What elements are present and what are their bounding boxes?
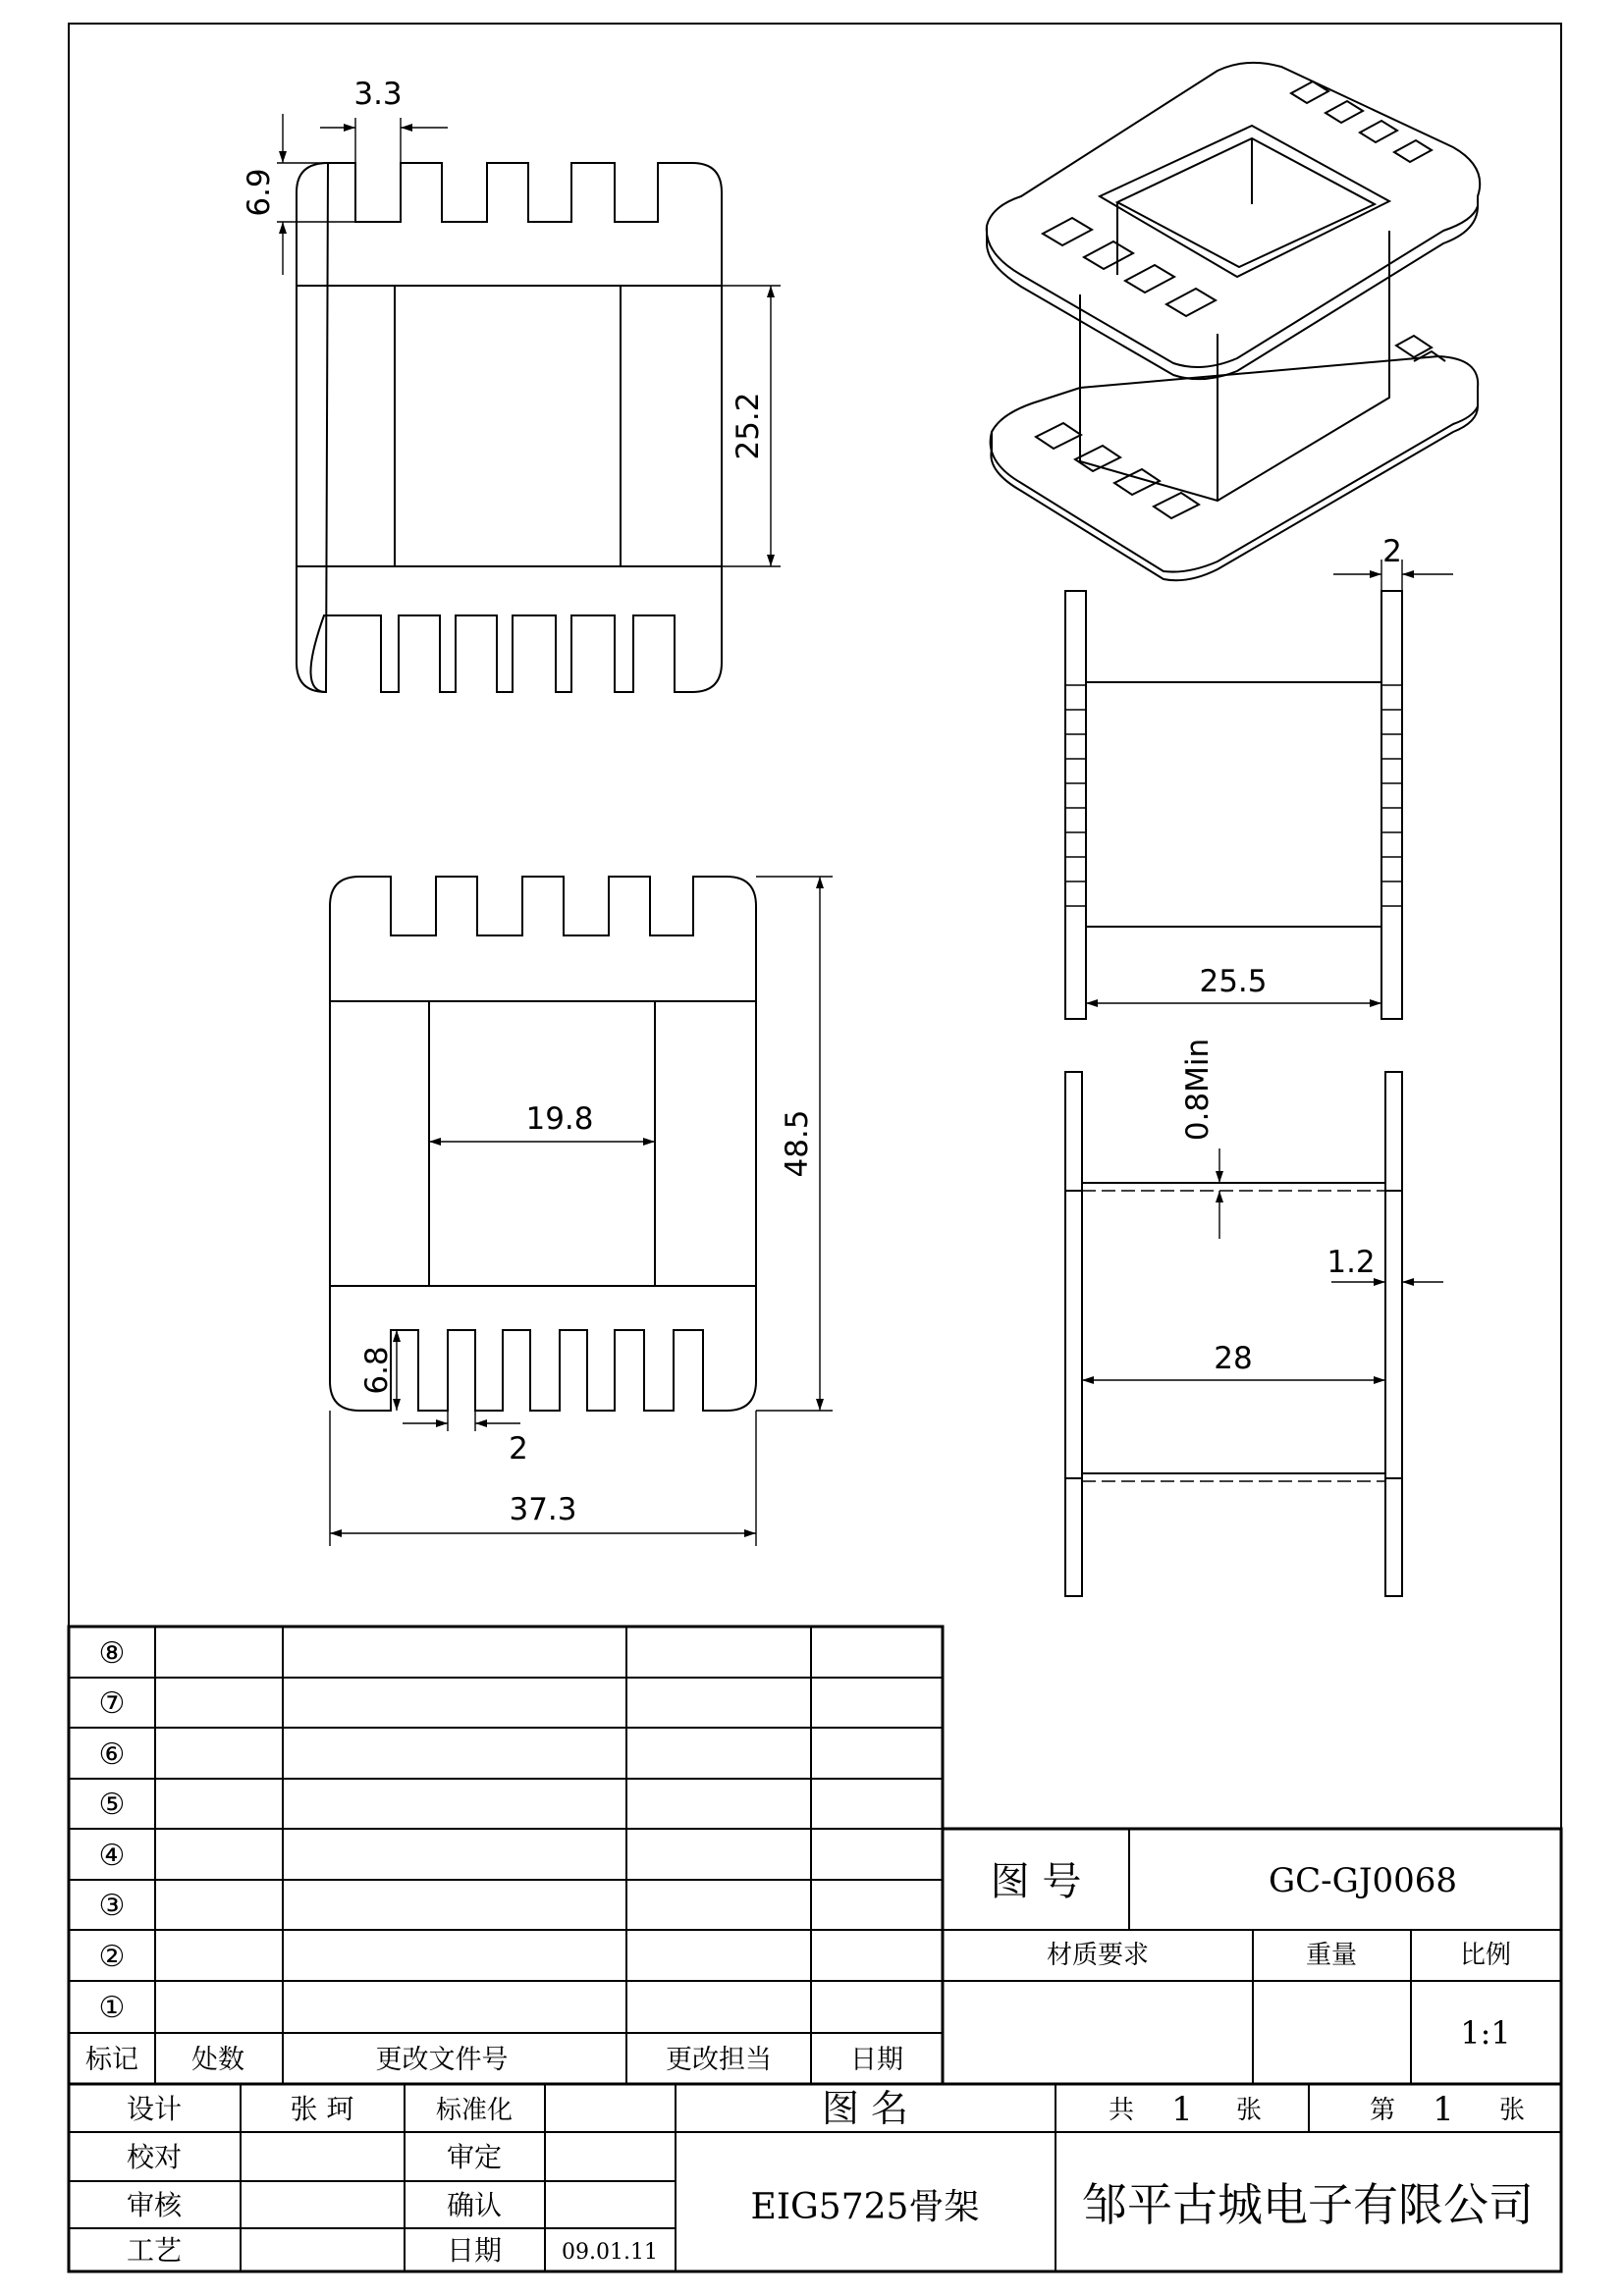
dim-pin-width: 2 (509, 1431, 528, 1467)
material-label: 材质要求 (1046, 1941, 1150, 1970)
dim-inner-length: 28 (1214, 1341, 1253, 1376)
check-label: 校对 (126, 2141, 183, 2173)
company-name: 邹平古城电子有限公司 (1082, 2178, 1534, 2231)
header-location: 处数 (191, 2045, 244, 2075)
confirm-label: 确认 (446, 2189, 503, 2221)
design-label: 设计 (126, 2093, 183, 2125)
revision-row-8: ⑧ (98, 1636, 126, 1671)
side-view (1065, 560, 1453, 1019)
dim-top-slot-width: 3.3 (353, 77, 403, 112)
designer-name: 张 珂 (290, 2093, 354, 2125)
revision-row-3: ③ (98, 1889, 126, 1923)
scale-label: 比例 (1459, 1941, 1512, 1970)
revision-row-2: ② (98, 1940, 126, 1974)
revision-row-6: ⑥ (98, 1737, 126, 1772)
dim-bottom-slot-depth: 6.8 (359, 1346, 395, 1395)
section-view (1065, 1072, 1443, 1596)
dim-overall-width: 37.3 (509, 1492, 577, 1527)
drawing-no-label: 图 号 (990, 1859, 1082, 1904)
top-view (277, 114, 781, 692)
dim-wall: 1.2 (1326, 1245, 1376, 1280)
drawing-border (69, 24, 1561, 2271)
total-suffix: 张 (1235, 2096, 1263, 2125)
revision-row-4: ④ (98, 1839, 126, 1873)
dim-window-width: 19.8 (525, 1101, 594, 1137)
craft-label: 工艺 (126, 2234, 183, 2267)
standard-label: 标准化 (435, 2096, 514, 2125)
drawing-no: GC-GJ0068 (1269, 1861, 1457, 1900)
header-date: 日期 (850, 2045, 903, 2075)
header-change-person: 更改担当 (666, 2045, 772, 2075)
sheet-count: 1 (1433, 2090, 1454, 2129)
dim-flange-thickness: 2 (1382, 534, 1402, 569)
sheet-prefix: 第 (1369, 2096, 1396, 2125)
dim-top-slot-depth: 6.9 (242, 168, 277, 217)
revision-row-7: ⑦ (98, 1686, 126, 1721)
total-prefix: 共 (1108, 2096, 1135, 2125)
total-count: 1 (1171, 2090, 1193, 2129)
dim-top-inner-height: 25.2 (731, 392, 766, 460)
scale-value: 1:1 (1460, 2014, 1511, 2052)
revision-table (69, 1627, 943, 2084)
front-view (330, 877, 833, 1546)
dim-overall-height: 48.5 (780, 1109, 815, 1178)
part-name: EIG5725骨架 (750, 2187, 980, 2227)
isometric-view (987, 63, 1480, 580)
dim-min-wall: 0.8Min (1180, 1038, 1216, 1142)
dim-side-width: 25.5 (1199, 964, 1268, 999)
sheet-suffix: 张 (1498, 2096, 1526, 2125)
header-change-doc: 更改文件号 (375, 2045, 509, 2075)
header-mark: 标记 (85, 2045, 138, 2075)
name-label: 图 名 (821, 2087, 909, 2130)
date-label: 日期 (446, 2234, 503, 2267)
revision-row-1: ① (98, 1991, 126, 2025)
weight-label: 重量 (1305, 1941, 1358, 1970)
revision-row-5: ⑤ (98, 1788, 126, 1822)
audit-label: 审核 (126, 2189, 183, 2221)
date-value: 09.01.11 (562, 2240, 658, 2265)
review-label: 审定 (446, 2141, 503, 2173)
